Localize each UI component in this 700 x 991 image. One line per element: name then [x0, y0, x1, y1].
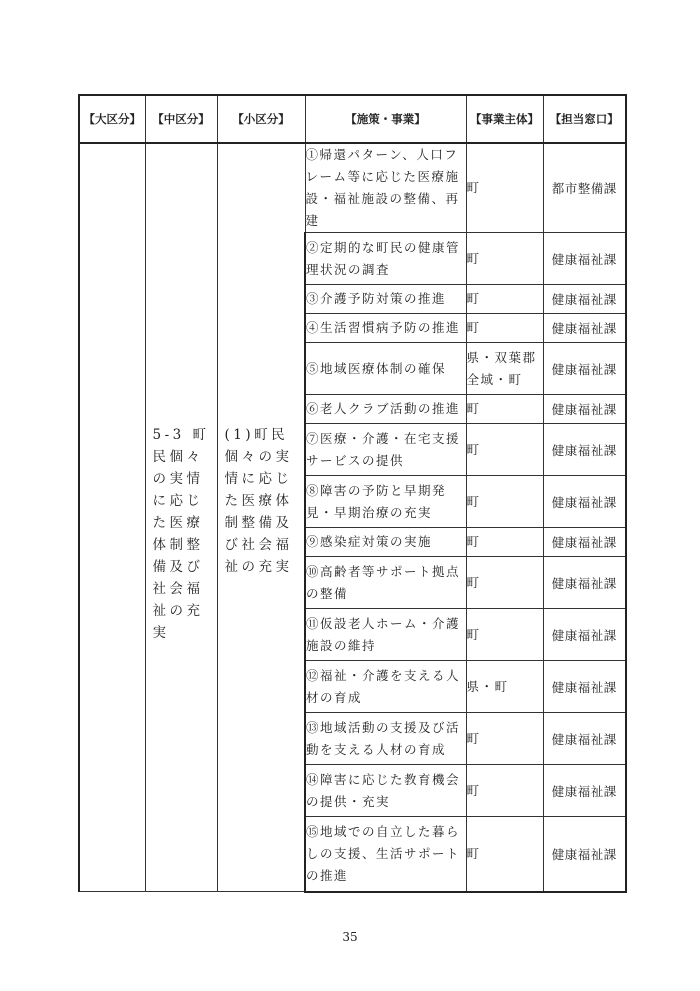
measure-cell: ⑤地域医療体制の確保 [305, 343, 466, 395]
entity-cell: 町 [466, 765, 543, 817]
entity-cell: 県・町 [466, 661, 543, 713]
contact-cell: 健康福祉課 [543, 424, 626, 476]
contact-cell: 都市整備課 [543, 143, 626, 233]
measure-cell: ④生活習慣病予防の推進 [305, 314, 466, 343]
measure-cell: ②定期的な町民の健康管理状況の調査 [305, 233, 466, 285]
entity-cell: 町 [466, 233, 543, 285]
contact-cell: 健康福祉課 [543, 713, 626, 765]
table-row [79, 143, 626, 233]
page-number: 35 [342, 930, 358, 944]
contact-cell: 健康福祉課 [543, 233, 626, 285]
header-entity: 【事業主体】 [466, 95, 543, 143]
contact-cell: 健康福祉課 [543, 395, 626, 424]
entity-cell: 町 [466, 557, 543, 609]
contact-cell: 健康福祉課 [543, 557, 626, 609]
entity-cell: 町 [466, 314, 543, 343]
major-category-text [80, 144, 145, 424]
measure-cell: ⑫福祉・介護を支える人材の育成 [305, 661, 466, 713]
measure-cell: ⑦医療・介護・在宅支援サービスの提供 [305, 424, 466, 476]
measure-cell: ⑬地域活動の支援及び活動を支える人材の育成 [305, 713, 466, 765]
plan-table [78, 94, 627, 893]
header-middle-category: 【中区分】 [145, 95, 217, 143]
entity-cell: 町 [466, 609, 543, 661]
entity-cell: 町 [466, 285, 543, 314]
entity-cell: 町 [466, 528, 543, 557]
minor-category-cell [217, 143, 305, 892]
table-body [79, 143, 626, 892]
measure-cell: ⑥老人クラブ活動の推進 [305, 395, 466, 424]
header-row [79, 95, 626, 143]
measure-cell: ③介護予防対策の推進 [305, 285, 466, 314]
contact-cell: 健康福祉課 [543, 661, 626, 713]
measure-cell: ⑮地域での自立した暮らしの支援、生活サポートの推進 [305, 817, 466, 892]
entity-cell: 町 [466, 395, 543, 424]
entity-cell: 町 [466, 424, 543, 476]
measure-cell: ⑪仮設老人ホーム・介護施設の維持 [305, 609, 466, 661]
middle-category-text: 5-3 町民個々の実情に応じた医療体制整備及び社会福祉の充実 [152, 427, 210, 641]
contact-cell: 健康福祉課 [543, 609, 626, 661]
entity-cell: 町 [466, 143, 543, 233]
contact-cell: 健康福祉課 [543, 817, 626, 892]
measure-cell: ⑧障害の予防と早期発見・早期治療の充実 [305, 476, 466, 528]
entity-cell: 県・双葉郡全域・町 [466, 343, 543, 395]
header-measure: 【施策・事業】 [305, 95, 466, 143]
contact-cell: 健康福祉課 [543, 343, 626, 395]
middle-category-cell [145, 143, 217, 892]
header-major-category: 【大区分】 [79, 95, 145, 143]
major-category-cell [79, 143, 145, 892]
entity-cell: 町 [466, 476, 543, 528]
contact-cell: 健康福祉課 [543, 528, 626, 557]
measure-cell: ⑨感染症対策の実施 [305, 528, 466, 557]
minor-category-text: (1)町民個々の実情に応じた医療体制整備及び社会福祉の充実 [224, 427, 293, 575]
contact-cell: 健康福祉課 [543, 285, 626, 314]
measure-cell: ⑭障害に応じた教育機会の提供・充実 [305, 765, 466, 817]
contact-cell: 健康福祉課 [543, 476, 626, 528]
entity-cell: 町 [466, 713, 543, 765]
header-contact: 【担当窓口】 [543, 95, 626, 143]
contact-cell: 健康福祉課 [543, 765, 626, 817]
measure-cell: ①帰還パターン、人口フレーム等に応じた医療施設・福祉施設の整備、再建 [305, 143, 466, 233]
header-minor-category: 【小区分】 [217, 95, 305, 143]
entity-cell: 町 [466, 817, 543, 892]
measure-cell: ⑩高齢者等サポート拠点の整備 [305, 557, 466, 609]
contact-cell: 健康福祉課 [543, 314, 626, 343]
